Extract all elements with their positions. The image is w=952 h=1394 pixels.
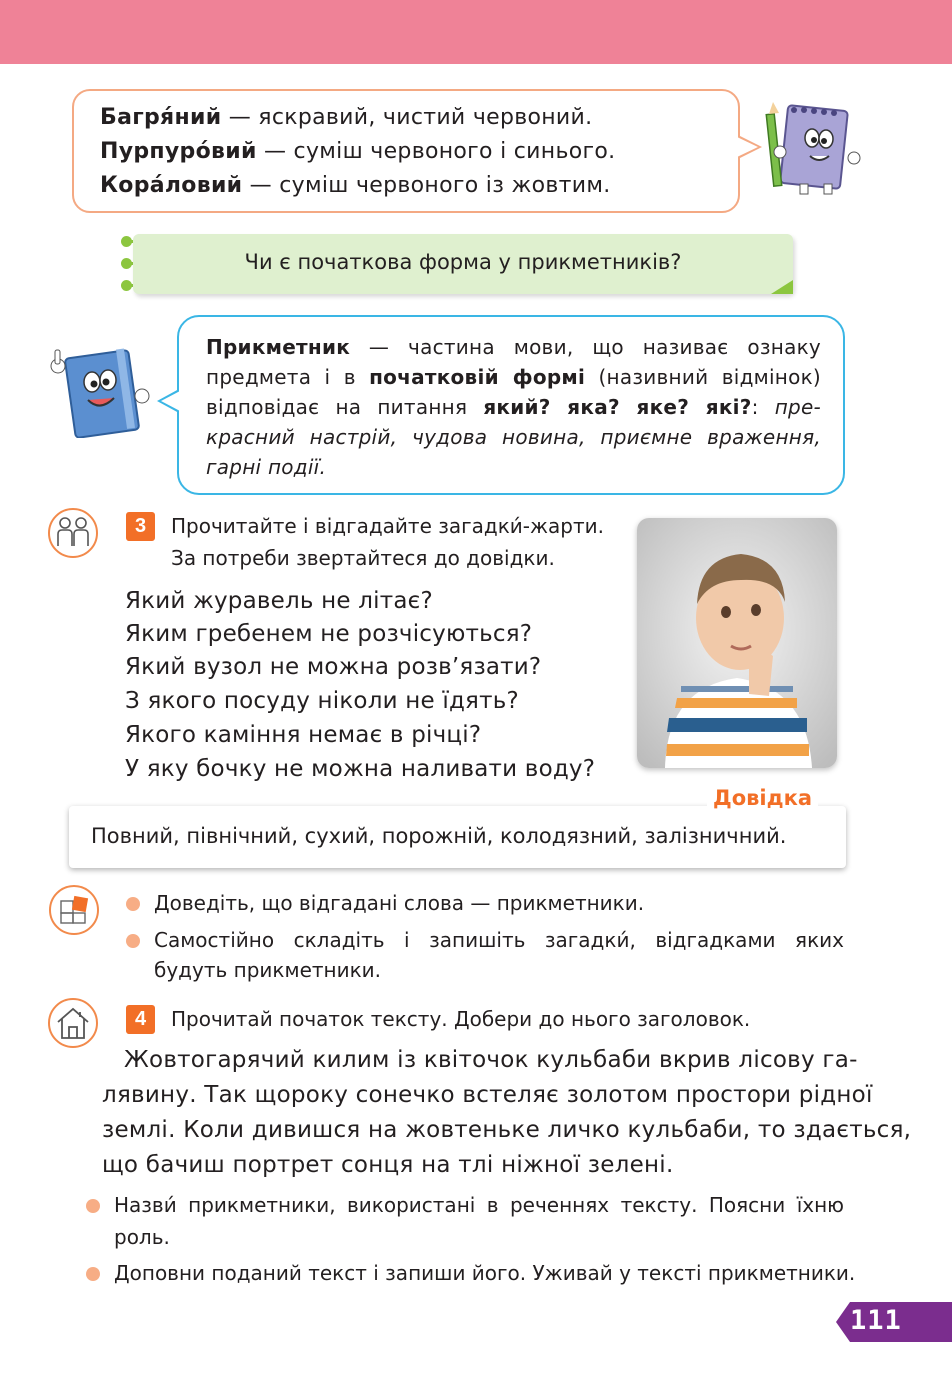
pair-work-icon <box>48 508 98 558</box>
definitions-bubble <box>72 89 740 213</box>
rule-line-4: красний настрій, чудова новина, приємне враження, <box>206 425 821 449</box>
rule-line-3: відповідає на питання який? яка? яке? які?: пре- <box>206 395 821 419</box>
riddle-line: Який вузол не можна розв’язати? <box>125 654 542 680</box>
definition-line: Багря́ний — яскравий, чистий червоний. <box>100 105 593 130</box>
rule-line-5: гарні події. <box>206 455 327 479</box>
rule-dot <box>121 258 132 269</box>
riddle-line: Яким гребенем не розчісуються? <box>125 621 533 647</box>
reference-title: Довідка <box>707 786 818 810</box>
task3-followup-item2-line2: будуть прикметники. <box>154 958 382 982</box>
task3-followup-item2-line1: Самостійно складіть і запишіть загадки́, відгадками яких <box>154 928 844 952</box>
puzzle-icon <box>49 885 99 935</box>
page-number: 111 <box>850 1305 902 1336</box>
question-text: Чи є початкова форма у прикметників? <box>244 250 682 274</box>
book-mascot-icon <box>42 342 154 438</box>
rule-dot <box>121 280 132 291</box>
bullet-dot <box>86 1267 100 1281</box>
reference-box <box>69 806 846 868</box>
task3-followup-item1: Доведіть, що відгадані слова — прикметники. <box>154 891 645 915</box>
task4-text-line: що бачиш портрет сонця на тлі ніжної зелені. <box>102 1152 674 1178</box>
task4-text-line: Жовтогарячий килим із квіточок кульбаби вкрив лісову га- <box>124 1047 858 1073</box>
home-icon <box>48 998 98 1048</box>
question-banner <box>133 234 793 294</box>
top-color-bar <box>0 0 952 64</box>
task4-text-line: лявину. Так щороку сонечко встеляє золотом простори рідної <box>102 1082 873 1108</box>
reference-text: Повний, північний, сухий, порожній, колодязний, залізничний. <box>91 824 787 848</box>
bullet-dot <box>86 1199 100 1213</box>
task-number-badge: 4 <box>126 1005 155 1034</box>
task4-heading: Прочитай початок тексту. Добери до нього заголовок. <box>171 1007 751 1031</box>
rule-dot <box>121 236 132 247</box>
rule-line-1: Прикметник — частина мови, що називає ознаку <box>206 335 821 359</box>
task4-text-line: землі. Коли дивишся на жовтеньке личко кульбаби, то здається, <box>102 1117 912 1143</box>
bullet-dot <box>126 934 140 948</box>
rule-bubble <box>177 315 845 495</box>
riddle-line: З якого посуду ніколи не їдять? <box>125 688 519 714</box>
riddle-line: Який журавель не літає? <box>125 588 433 614</box>
riddle-line: Якого каміння немає в річці? <box>125 722 482 748</box>
task-number-badge: 3 <box>126 512 155 541</box>
definition-line: Пурпуро́вий — суміш червоного і синього. <box>100 139 616 164</box>
definition-line: Кора́ловий — суміш червоного із жовтим. <box>100 173 611 198</box>
riddle-line: У яку бочку не можна наливати воду? <box>125 756 596 782</box>
bullet-dot <box>126 897 140 911</box>
rule-line-2: предмета і в початковій формі (називний відмінок) <box>206 365 821 389</box>
task4-item2: Доповни поданий текст і запиши його. Уживай у тексті прикметники. <box>114 1261 856 1285</box>
task4-item1-line2: роль. <box>114 1225 170 1249</box>
task3-instruction-line1: Прочитайте і відгадайте загадки́-жарти. <box>171 514 604 538</box>
task4-item1-line1: Назви́ прикметники, використані в реченнях тексту. Поясни їхню <box>114 1193 844 1217</box>
thinking-boy-photo <box>637 518 837 768</box>
notebook-mascot-icon <box>762 100 874 200</box>
task3-instruction-line2: За потреби звертайтеся до довідки. <box>171 546 555 570</box>
